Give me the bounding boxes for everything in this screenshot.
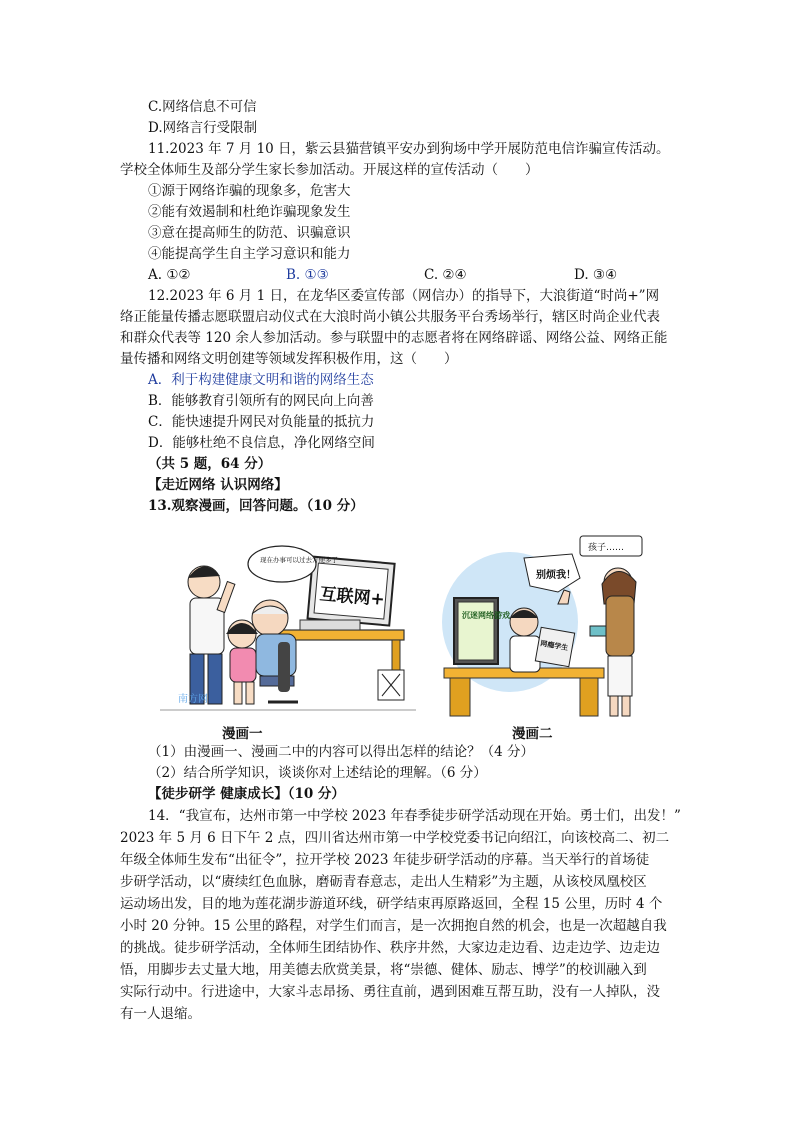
q11-option-c: C. ②④ [424,267,467,283]
q12-option-d: D．能够杜绝不良信息，净化网络空间 [148,435,375,451]
cartoon2-bubble-mom: 孩子…… [588,543,625,553]
q13-question-1: （1）由漫画一、漫画二中的内容可以得出怎样的结论？（4 分） [148,744,534,760]
q12-option-c: C．能快速提升网民对负能量的抵抗力 [148,414,375,430]
cartoon1-screen-text: 互联网+ [318,584,386,611]
q14-line-2: 2023 年 5 月 6 日下午 2 点，四川省达州市第一中学校党委书记向绍江，向该校高二、初二 [120,830,670,846]
q12-option-a: A．利于构建健康文明和谐的网络生态 [148,372,374,388]
cartoon1-bubble-text: 现在办事可以过去方便多了 [260,556,338,564]
topic-heading-hiking: 【徒步研学 健康成长】（10 分） [148,786,345,802]
section-header: （共 5 题，64 分） [148,456,272,472]
cartoon1-watermark: 南方网 [178,694,208,705]
q12-option-b: B．能够教育引领所有的网民向上向善 [148,393,374,409]
cartoon2-shirt-text: 网瘾学生 [539,639,569,653]
q14-line-3: 年级全体师生发布“出征令”，拉开学校 2023 年徒步研学活动的序幕。当天举行的首场徒 [120,852,650,868]
q13-question-2: （2）结合所学知识，谈谈你对上述结论的理解。（6 分） [148,765,487,781]
q11-item-1: ①源于网络诈骗的现象多，危害大 [148,183,351,199]
q10-option-c: C.网络信息不可信 [148,99,257,115]
q14-line-9: 实际行动中。行进途中，大家斗志昂扬、勇往直前，遇到困难互帮互助，没有一人掉队，没 [120,984,660,1000]
cartoon2-bubble-kid: 别烦我！ [536,570,576,581]
q14-line-5: 运动场出发，目的地为莲花湖步游道环线，研学结束再原路返回，全程 15 公里，历时 4 个 [120,896,663,912]
q10-option-d: D.网络言行受限制 [148,120,258,136]
q11-item-2: ②能有效遏制和杜绝诈骗现象发生 [148,204,351,220]
q11-item-4: ④能提高学生自主学习意识和能力 [148,246,351,262]
cartoon2-caption: 漫画二 [512,726,553,742]
q14-line-10: 有一人退缩。 [120,1006,201,1022]
cartoon-one [160,542,416,720]
q11-item-3: ③意在提高师生的防范、识骗意识 [148,225,351,241]
q11-stem-line2: 学校全体师生及部分学生家长参加活动。开展这样的宣传活动（ ） [120,162,539,178]
q12-stem-line3: 和群众代表等 120 余人参加活动。参与联盟中的志愿者将在网络辟谣、网络公益、网络正能 [120,330,668,346]
cartoon1-caption: 漫画一 [222,726,263,742]
q11-option-d: D. ③④ [574,267,618,283]
q14-line-7: 的挑战。徒步研学活动，全体师生团结协作、秩序井然，大家边走边看、边走边学、边走边 [120,940,660,956]
cartoon2-screen-text: 沉迷网络游戏 [462,611,510,620]
q14-line-8: 悟，用脚步去丈量大地，用美德去欣赏美景，将“崇德、健体、励志、博学”的校训融入到 [120,962,647,978]
q12-stem-line4: 量传播和网络文明创建等领域发挥积极作用，这（ ） [120,351,458,367]
q12-stem-line2: 络正能量传播志愿联盟启动仪式在大浪时尚小镇公共服务平台秀场举行，辖区时尚企业代表 [120,309,660,325]
q14-line-4: 步研学活动，以“赓续红色血脉，磨砺青春意志，走出人生精彩”为主题，从该校凤凰校区 [120,874,647,890]
cartoon-two [440,534,650,720]
q14-line-6: 小时 20 分钟。15 公里的路程，对学生们而言，是一次拥抱自然的机会，也是一次超越自我 [120,918,667,934]
q11-stem-line1: 11.2023 年 7 月 10 日，紫云县猫营镇平安办到狗场中学开展防范电信诈骗宣传活动。 [148,141,670,157]
q13-title: 13.观察漫画，回答问题。（10 分） [148,498,364,514]
q12-stem-line1: 12.2023 年 6 月 1 日，在龙华区委宣传部（网信办）的指导下，大浪街道“时尚+”网 [148,288,660,304]
topic-heading-network: 【走近网络 认识网络】 [148,477,288,493]
q11-option-a: A. ①② [148,267,191,283]
q14-line-1: 14．“我宣布，达州市第一中学校 2023 年春季徒步研学活动现在开始。勇士们，出发！” [148,808,681,824]
q11-option-b: B. ①③ [286,267,329,283]
